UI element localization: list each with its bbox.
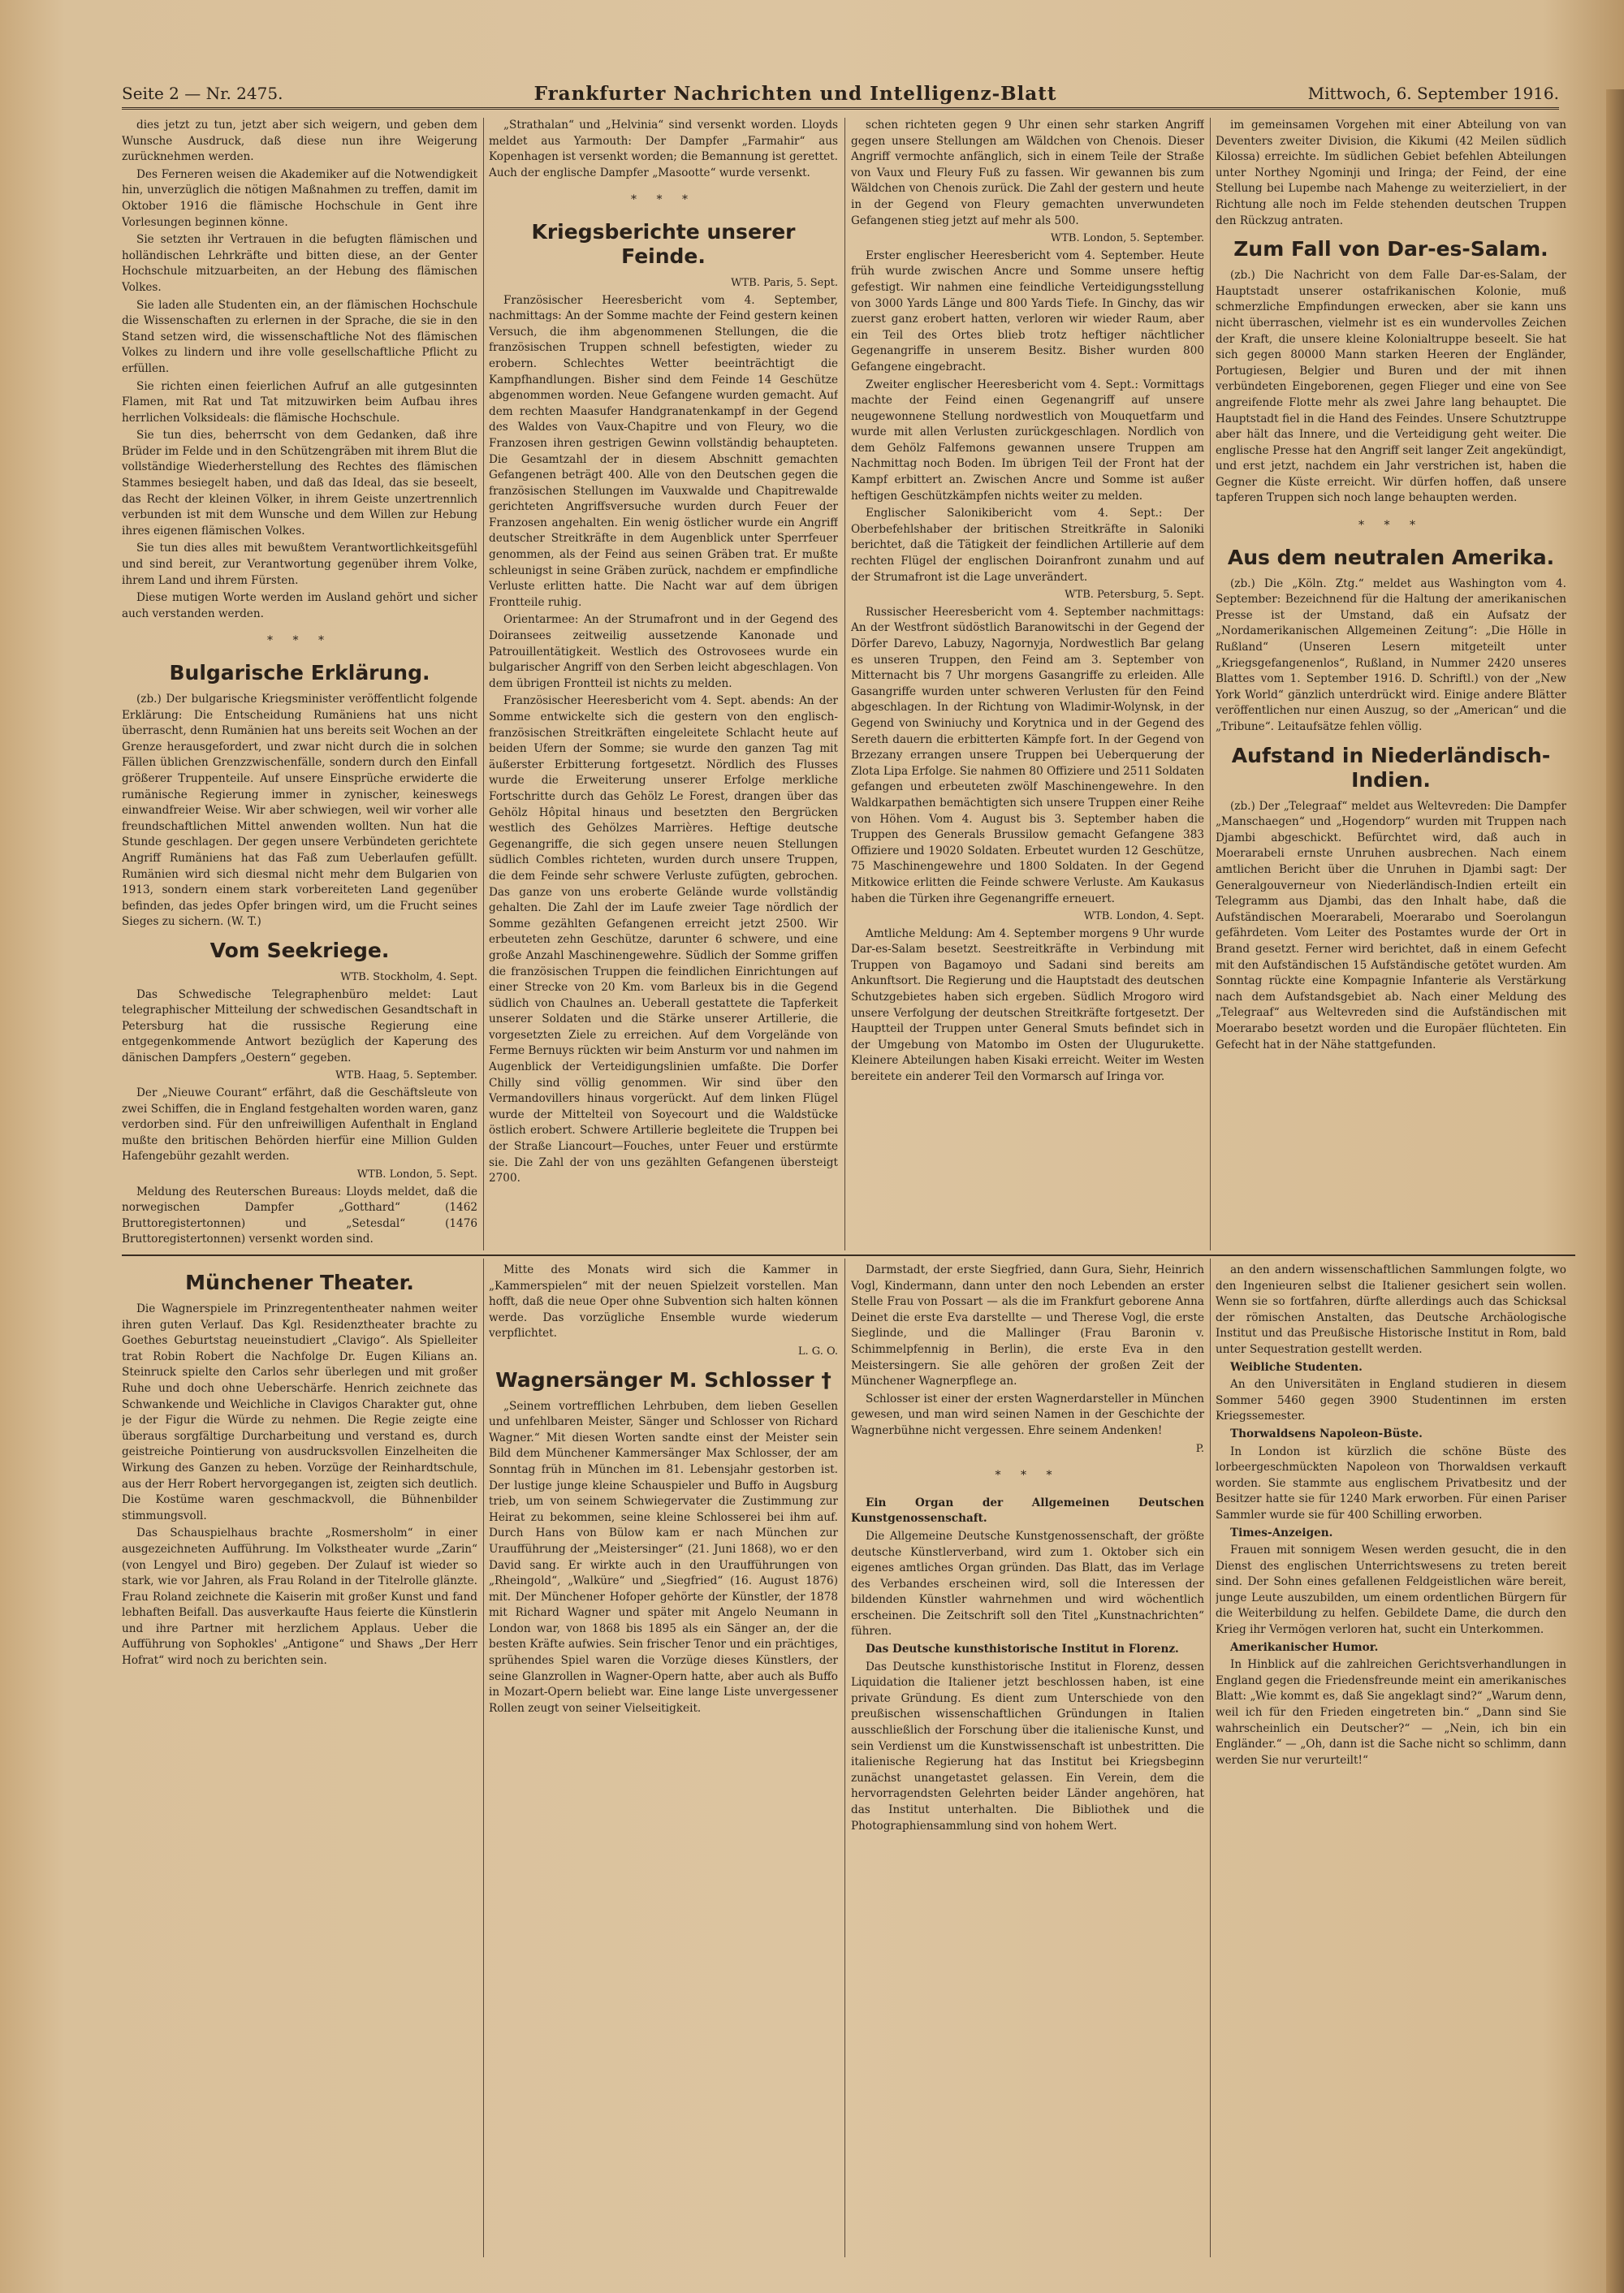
column-rule bbox=[483, 118, 484, 1250]
article-paragraph: Sie tun dies alles mit bewußtem Verantwortlichkeitsgefühl und sind bereit, zur Verantwortung gegenüber ihrem Volke, ihrem Land und ihrem Fürsten. bbox=[122, 542, 477, 587]
column-4 bbox=[1216, 118, 1566, 1250]
column-rule bbox=[844, 118, 845, 1250]
article-paragraph: (zb.) Die „Köln. Ztg.“ meldet aus Washington vom 4. September: Bezeichnend für die Haltung der amerikanischen Presse ist der Umstand, daß ein Aufsatz der „Nordamerikanischen Allgemeinen Zeitung“: „Die Hölle in Rußland“ (Unseren Lesern mitgeteilt unter „Kriegsgefangenenlos“, Rußland, in Nummer 2420 unseres Blattes vom 1. September 1916. D. Schriftl.) von der „New York World“ gänzlich unterdrückt wird. Einige andere Blätter veröffentlichen nur einen Auszug, so der „American“ und die „Tribune“. Leitaufsätze fehlen völlig. bbox=[1216, 576, 1566, 733]
note-headline: Ein Organ der Allgemeinen Deutschen Kunstgenossenschaft. bbox=[851, 1496, 1204, 1526]
signature: L. G. O. bbox=[797, 1345, 838, 1358]
note-headline: Times-Anzeigen. bbox=[1230, 1526, 1333, 1539]
article-paragraph: Sie richten einen feierlichen Aufruf an alle gutgesinnten Flamen, mit Rat und Tat mitzuwirken beim Aufbau ihres herrlichen Volksideals: die flämische Hochschule. bbox=[122, 379, 477, 425]
note-headline: Amerikanischer Humor. bbox=[1230, 1640, 1379, 1654]
note-headline: Weibliche Studenten. bbox=[1230, 1360, 1363, 1374]
article-paragraph: (zb.) Die Nachricht von dem Falle Dar-es-Salam, der Hauptstadt unserer ostafrikanischen Kolonie, muß schmerzliche Empfindungen erwecken, aber sie kann uns nicht überraschen, vielmehr ist es ein wundervolles Zeichen der Kraft, die unsere kleine Kolonialtruppe beseelt. Sie hat sich gegen 80000 Mann starken Heeren der Engländer, Portugiesen, Belgier und Buren und der mit ihnen verbündeten Eingeborenen, gegen Flieger und eine von See angreifende Flotte mehr als zwei Jahre lang behauptet. Die Hauptstadt fiel in die Hand des Feindes. Unsere Schutztruppe aber hält das Innere, und die Verteidigung geht weiter. Die englische Presse hat den Angriff seit langer Zeit angekündigt, und erst jetzt, nachdem ein Jahr verstrichen ist, haben die Gegner die Küste erreicht. Wir dürfen hoffen, daß unsere tapferen Truppen sich noch lange behaupten werden. bbox=[1216, 269, 1566, 505]
article-paragraph: Das Deutsche kunsthistorische Institut in Florenz, dessen Liquidation die Italiener jetzt beschlossen haben, ist eine private Gründung. Es dient zum Unterschiede von den preußischen wissenschaftlichen Gründungen in Italien ausschließlich der Forschung über die italienische Kunst, und sein Verdienst um die Kunstwissenschaft ist unbestritten. Die italienische Regierung hat das Institut bei Kriegsbeginn zunächst unangetastet gelassen. Ein Verein, dem die hervorragendsten Gelehrten beider Länder angehören, hat das Institut unterhalten. Die Bibliothek und die Photographiensammlung sind von hohem Wert. bbox=[851, 1660, 1204, 1833]
section-separator: * * * bbox=[995, 1469, 1060, 1483]
article-paragraph: an den andern wissenschaftlichen Sammlungen folgte, wo den Ingenieuren selbst die Italiener gesichert sein wollen. Wenn sie so fortfahren, dürfte allerdings auch das Schicksal der römischen Anstalten, das Deutsche Archäologische Institut und das Preußische Historische Institut in Rom, bald unter Sequestration gestellt werden. bbox=[1216, 1263, 1566, 1356]
article-paragraph: In Hinblick auf die zahlreichen Gerichtsverhandlungen in England gegen die Friedensfreunde meint ein amerikanisches Blatt: „Wie kommt es, daß Sie angeklagt sind?“ „Warum denn, weil ich für den Frieden eingetreten bin.“ „Dann sind Sie wahrscheinlich ein Deutscher?“ — „Nein, ich bin ein Engländer.“ — „Oh, dann ist die Sache nicht so schlimm, dann werden Sie nur verurteilt!“ bbox=[1216, 1658, 1566, 1767]
article-paragraph: Die Allgemeine Deutsche Kunstgenossenschaft, der größte deutsche Künstlerverband, wird zum 1. Oktober sich ein eigenes amtliches Organ gründen. Das Blatt, das im Verlage des Verbandes erscheinen wird, soll die Interessen der bildenden Künstler wahrnehmen und wird wöchentlich erscheinen. Die Zeitschrift soll den Titel „Kunstnachrichten“ führen. bbox=[851, 1529, 1204, 1639]
page-number: Seite 2 — Nr. 2475. bbox=[122, 84, 283, 103]
article-paragraph: Orientarmee: An der Strumafront und in der Gegend des Doiransees zeitweilig aussetzende Kanonade und Patrouillentätigkeit. Westlich des Ostrovosees wurde ein bulgarischer Angriff von den Serben leicht abgeschlagen. Von dem übrigen Frontteil ist nichts zu melden. bbox=[489, 613, 838, 690]
headline-aufstand-indien: Aufstand in Niederländisch-Indien. bbox=[1231, 743, 1551, 792]
dateline: WTB. Paris, 5. Sept. bbox=[731, 276, 838, 289]
article-paragraph: „Strathalan“ und „Helvinia“ sind versenkt worden. Lloyds meldet aus Yarmouth: Der Dampfer „Farmahir“ aus Kopenhagen ist versenkt worden; die Bemannung ist gerettet. Auch der englische Dampfer „Masootte“ wurde versenkt. bbox=[489, 119, 838, 179]
article-paragraph: „Seinem vortrefflichen Lehrbuben, dem lieben Gesellen und unfehlbaren Meister, Sänger und Schlosser von Richard Wagner.“ Mit diesen Worten sandte einst der Meister sein Bild dem Münchener Kammersänger Max Schlosser, der am Sonntag früh in München im 81. Lebensjahr gestorben ist. Der lustige junge kleine Schauspieler und Buffo in Augsburg trieb, um von seinem Schwiegervater die Zustimmung zur Heirat zu bekommen, seine kleine Schlosserei bei ihm auf. Durch Hans von Bülow kam er nach München zur Uraufführung der „Meistersinger“ (21. Juni 1868), wo er den David sang. Er wirkte auch in den Uraufführungen von „Rheingold“, „Walküre“ und „Siegfried“ (16. August 1876) mit. Der Münchener Hofoper gehörte der Künstler, der 1878 mit Richard Wagner und später mit Angelo Neumann in London war, von 1868 bis 1895 als ein Sänger an, der die besten Kräfte aufwies. Sein frischer Tenor und ein prächtiges, sprühendes Spiel waren die Vorzüge dieses Künstlers, der seine Glanzrollen in Wagner-Opern hatte, aber auch als Buffo in Mozart-Opern beliebt war. Eine lange Liste unvergessener Rollen zeugt von seiner Vielseitigkeit. bbox=[489, 1399, 838, 1715]
note-headline: Das Deutsche kunsthistorische Institut in Florenz. bbox=[866, 1643, 1179, 1656]
article-paragraph: dies jetzt zu tun, jetzt aber sich weigern, und geben dem Wunsche Ausdruck, daß diese nun ihre Weigerung zurücknehmen werden. bbox=[122, 119, 477, 164]
article-paragraph: Sie laden alle Studenten ein, an der flämischen Hochschule die Wissenschaften zu erlernen in der Sprache, die sie in den Stand setzen wird, die wissenschaftliche Not des flämischen Volkes zu lindern und ihre volle gesellschaftliche Pflicht zu erfüllen. bbox=[122, 298, 477, 375]
article-paragraph: Französischer Heeresbericht vom 4. Sept. abends: An der Somme entwickelte sich die gestern von den englisch-französischen Streitkräften eingeleitete Schlacht heute auf beiden Ufern der Somme; sie wurde den ganzen Tag mit äußerster Erbitterung fortgesetzt. Nördlich des Flusses wurde die Erweiterung unserer Erfolge merkliche Fortschritte durch das Gehölz Le Forest, drangen über das Gehölz Hôpital hinaus und besetzten den Bergrücken westlich des Gehölzes Marrières. Heftige deutsche Gegenangriffe, die sich gegen unsere neuen Stellungen südlich Combles richteten, wurden durch unsere Truppen, die dem Feinde sehr schwere Verluste zufügten, gebrochen. Das ganze von uns eroberte Gelände wurde vollständig gehalten. Die Zahl der im Laufe zweier Tage nördlich der Somme gezählten Gefangenen erreicht jetzt 2500. Wir erbeuteten zehn Geschütze, darunter 6 schwere, und eine große Anzahl Maschinengewehre. Südlich der Somme griffen die französischen Truppen die feindlichen Einrichtungen auf einer Strecke von 20 Km. vom Barleux bis in die Gegend südlich von Chaulnes an. Ueberall gestattete die Tapferkeit unserer Soldaten und die Stärke unserer Artillerie, die vorgesetzten Ziele zu erreichen. Auf dem Vorgelände von Ferme Bernuys rückten wir beim Ansturm vor und nahmen im Augenblick der Verteidigungslinien umfaßte. Die Dorfer Chilly sind völlig genommen. Wir sind über den Vermandovillers hinaus vorgerückt. Auf dem linken Flügel wurde der Mittelteil von Soyecourt und die Waldstücke östlich erobert. Schwere Artillerie begleitete die Truppen bei der Straße Liancourt—Fouches, unter Feuer und erstürmte sie. Die Zahl der von uns gezählten Gefangenen übersteigt 2700. bbox=[489, 694, 838, 1185]
column-rule bbox=[1210, 1259, 1211, 2257]
headline-dar-es-salam: Zum Fall von Dar-es-Salam. bbox=[1233, 237, 1548, 261]
article-paragraph: Russischer Heeresbericht vom 4. September nachmittags: An der Westfront südöstlich Baranowitschi in der Gegend der Dörfer Darevo, Labuzy, Nagornyja, Nordwestlich Bar gelang es unseren Truppen, den Feind am 3. September von Mitternacht bis 7 Uhr morgens Gasangriffe zu erleiden. Alle Gasangriffe wurden unter schweren Verlusten für den Feind abgeschlagen. In der Richtung von Wladimir-Wolynsk, in der Gegend von Swiniuchy und Korytnica und in der Gegend des Sereth dauern die erbitterten Kämpfe fort. In der Gegend von Brzezany errangen unsere Truppen bei Ueberquerung der Zlota Lipa Erfolge. Sie nahmen 80 Offiziere und 2511 Soldaten gefangen und erbeuteten zwölf Maschinengewehre. In den Waldkarpathen bemächtigten sich unsere Truppen einer Reihe von Höhen. Vom 4. August bis 3. September haben die Truppen des Generals Brussilow gemacht Gefangene 383 Offiziere und 19020 Soldaten. Erbeutet wurden 12 Geschütze, 75 Maschinengewehre und 1800 Soldaten. In der Gegend Mitkowice erlitten die Feinde schwere Verluste. Am Kaukasus haben die Türken ihre Gegenangriffe erneuert. bbox=[851, 605, 1204, 905]
column-2 bbox=[489, 118, 838, 1250]
article-paragraph: Meldung des Reuterschen Bureaus: Lloyds meldet, daß die norwegischen Dampfer „Gotthard“ (1462 Bruttoregistertonnen) und „Setesdal“ (1476 Bruttoregistertonnen) versenkt worden sind. bbox=[122, 1185, 477, 1246]
article-paragraph: Zweiter englischer Heeresbericht vom 4. Sept.: Vormittags machte der Feind einen Gegenangriff auf unsere neugewonnene Stellung nordwestlich von Mouquetfarm und wurde mit allen Verlusten zurückgeschlagen. Nordlich von dem Gehölz Falfemons gewannen unsere Truppen am Nachmittag noch Boden. Im übrigen Teil der Front hat der Kampf erbittert an. Zwischen Ancre und Somme ist außer heftigen Geschützkämpfen nichts weiter zu melden. bbox=[851, 378, 1204, 503]
article-paragraph: Amtliche Meldung: Am 4. September morgens 9 Uhr wurde Dar-es-Salam besetzt. Seestreitkräfte in Verbindung mit Truppen von Bagamoyo und Sadani sind bereits am Ankunftsort. Die Regierung und die Hauptstadt des deutschen Schutzgebietes haben sich ergeben. Südlich Mrogoro wird unsere Verfolgung der deutschen Streitkräfte fortgesetzt. Der Hauptteil der Truppen unter General Smuts befindet sich in der Umgebung von Matombo im Osten der Ulugurukette. Kleinere Abteilungen haben Kisaki erreicht. Weiter im Westen bereitete ein anderer Teil den Vormarsch auf Iringa vor. bbox=[851, 926, 1204, 1084]
headline-kriegsberichte: Kriegsberichte unserer Feinde. bbox=[531, 219, 796, 268]
headline-vom-seekriege: Vom Seekriege. bbox=[209, 938, 390, 962]
dateline: WTB. Stockholm, 4. Sept. bbox=[340, 970, 477, 983]
article-paragraph: (zb.) Der „Telegraaf“ meldet aus Weltevreden: Die Dampfer „Manschaegen“ und „Hogendorp“ wurden mit Truppen nach Djambi abgeschickt. Befürchtet wird, daß auch in Moerarabeli ernste Unruhen ausbrechen. Nach einem amtlichen Bericht über die Unruhen in Djambi sagt: Der Generalgouverneur von Niederländisch-Indien erteilt ein Telegramm aus Djambi, das den Inhalt habe, daß die Aufständischen Moerarabeli, Moerarabo und Soerolangun gefährdeten. Vom Leiter des Postamtes wurde der Ort in Brand gesetzt. Ferner wird berichtet, daß in einem Gefecht mit den Aufständischen 15 Aufständische getötet wurden. Am Sonntag rückte eine Kompagnie Infanterie als Verstärkung nach dem Aufstandsgebiet ab. Nach einer Meldung des „Telegraaf“ aus Weltevreden sind die Aufständischen mit Moerarabo besetzt worden und die Europäer flüchteten. Ein Gefecht hat in der Nähe stattgefunden. bbox=[1216, 799, 1566, 1051]
column-1 bbox=[122, 118, 477, 1250]
note-headline: Thorwaldsens Napoleon-Büste. bbox=[1230, 1427, 1423, 1440]
article-paragraph: Das Schwedische Telegraphenbüro meldet: Laut telegraphischer Mitteilung der schwedischen Gesandtschaft in Petersburg hat die russische Regierung eine entgegenkommende Antwort bezüglich der Kaperung des dänischen Dampfers „Oestern“ gegeben. bbox=[122, 987, 477, 1064]
dateline: WTB. Haag, 5. September. bbox=[335, 1069, 477, 1082]
issue-date: Mittwoch, 6. September 1916. bbox=[1307, 84, 1559, 103]
section-separator: * * * bbox=[1358, 519, 1423, 533]
article-paragraph: Frauen mit sonnigem Wesen werden gesucht, die in den Dienst des englischen Unterrichtswesens zu treten bereit sind. Der Sohn eines gefallenen Feldgeistlichen wäre bereit, junge Leute auszubilden, um einem ordentlichen Bürgern für die Weiterbildung zu helfen. Gebildete Dame, die durch den Krieg ihr Vermögen verloren hat, sucht ein Unterkommen. bbox=[1216, 1544, 1566, 1637]
headline-wagnersaenger-schlosser: Wagnersänger M. Schlosser † bbox=[495, 1367, 831, 1392]
article-paragraph: Das Schauspielhaus brachte „Rosmersholm“ in einer ausgezeichneten Aufführung. Im Volkstheater wurde „Zarin“ (von Lengyel und Biro) gegeben. Der Zulauf ist wieder so stark, wie vor Jahren, als Frau Roland in der Titelrolle glänzte. Frau Roland zeichnete die Kaiserin mit großer Kunst und fand lebhaften Beifall. Das ausverkaufte Haus feierte die Künstlerin und ihre Partner mit herzlichem Applaus. Ueber die Aufführung von Sophokles' „Antigone“ und Shaws „Der Herr Hofrat“ wird noch zu berichten sein. bbox=[122, 1527, 477, 1668]
section-separator: * * * bbox=[631, 193, 696, 207]
dateline: WTB. London, 5. Sept. bbox=[356, 1168, 477, 1181]
article-paragraph: (zb.) Der bulgarische Kriegsminister veröffentlicht folgende Erklärung: Die Entscheidung Rumäniens hat uns nicht überrascht, denn Rumänien hat uns bereits seit Wochen an der Grenze herausgefordert, und zwar nicht durch die in solchen Fällen üblichen Grenzzwischenfälle, sondern durch den Einfall größerer Truppenteile. Auf unsere Einsprüche erwiderte die rumänische Regierung immer in zynischer, keineswegs einwandfreier Weise. Wir aber schwiegen, weil wir vorher alle freundschaftlichen Mittel anwenden wollten. Nun hat die Stunde geschlagen. Der gegen unsere Verbündeten gerichtete Angriff Rumäniens hat das Faß zum Ueberlaufen gefüllt. Rumänien wird sich diesmal nicht mehr dem Bulgarien von 1913, sondern einem stark vorbereiteten Land gegenüber befinden, das jedes Opfer bringen wird, um die Frucht seines Sieges zu sichern. (W. T.) bbox=[122, 693, 477, 929]
article-paragraph: Darmstadt, der erste Siegfried, dann Gura, Siehr, Heinrich Vogl, Kindermann, dann unter den noch Lebenden an erster Stelle Frau von Possart — als die im Frankfurt geborene Anna Deinet die erste Eva darstellte — und Therese Vogl, die erste Sieglinde, und die Mallinger (Frau Baronin v. Schimmelpfennig in Berlin), die erste Eva in den Meistersingern. Sie alle gehören der großen Zeit der Münchener Wagnerpflege an. bbox=[851, 1263, 1204, 1388]
dateline: WTB. London, 4. Sept. bbox=[1083, 910, 1204, 923]
article-paragraph: Französischer Heeresbericht vom 4. September, nachmittags: An der Somme machte der Feind gestern keinen Versuch, die ihm abgenommenen Stellungen, die die französischen Truppen schnell befestigten, wieder zu erobern. Schlechtes Wetter beeinträchtigt die Kampfhandlungen. Bisher sind dem Feinde 14 Geschütze abgenommen worden. Neue Gefangene wurden gemacht. Auf dem rechten Maasufer Handgranatenkampf in der Gegend des Waldes von Vaux-Chapitre und von Fleury, wo die Franzosen ihren gestrigen Gewinn vollständig behaupteten. Die Gesamtzahl der in diesem Abschnitt gemachten Gefangenen beträgt 400. Alle von den Deutschen gegen die französischen Stellungen im Vauxwalde und Chapitrewalde gerichteten Angriffsversuche wurden durch Feuer der Franzosen angehalten. Ein wenig östlicher wurde ein Angriff deutscher Streitkräfte in dem Augenblick unter Sperrfeuer genommen, als der Feind aus seinen Gräben trat. Er mußte schleunigst in seine Gräben zurück, nachdem er empfindliche Verluste erlitten hatte. Die Nacht war auf dem übrigen Frontteile ruhig. bbox=[489, 293, 838, 609]
masthead: Frankfurter Nachrichten und Intelligenz-Blatt bbox=[533, 82, 1057, 105]
dateline: WTB. London, 5. September. bbox=[1050, 232, 1204, 245]
feuilleton-column-3 bbox=[851, 1263, 1204, 2257]
feuilleton-column-1 bbox=[122, 1263, 477, 2257]
feuilleton-column-2 bbox=[489, 1263, 838, 2257]
article-paragraph: Mitte des Monats wird sich die Kammer in „Kammerspielen“ mit der neuen Spielzeit vorstellen. Man hofft, daß die neue Oper ohne Subvention sich halten können werde. Das vorzügliche Ensemble wurde wiederum verpflichtet. bbox=[489, 1263, 838, 1341]
article-paragraph: In London ist kürzlich die schöne Büste des lorbeergeschmückten Napoleon von Thorwaldsen verkauft worden. Sie stammte aus englischem Privatbesitz und der Besitzer hatte sie für 1240 Mark erworben. Für einen Pariser Sammler wurde sie für 400 Schilling erworben. bbox=[1216, 1444, 1566, 1522]
signature: P. bbox=[1195, 1442, 1204, 1455]
article-paragraph: Englischer Salonikibericht vom 4. Sept.: Der Oberbefehlshaber der britischen Streitkräfte in Saloniki berichtet, daß die Tätigkeit der feindlichen Artillerie auf dem rechten Flügel der englischen Doiranfront zunahm und auf der Strumafront ist die Lage unverändert. bbox=[851, 507, 1204, 584]
article-paragraph: im gemeinsamen Vorgehen mit einer Abteilung von van Deventers zweiter Division, die Kikumi (42 Meilen südlich Kilossa) erreichte. Im südlichen Gebiet befehlen Abteilungen unter Northey Ngominji und Iringa; der Feind, der eine Stellung bei Lupembe nach Mahenge zu weiterzieliert, in der Richtung alle noch im Felde stehenden deutschen Truppen den Rückzug antraten. bbox=[1216, 119, 1566, 227]
headline-muenchener-theater: Münchener Theater. bbox=[185, 1271, 414, 1294]
article-paragraph: Schlosser ist einer der ersten Wagnerdarsteller in München gewesen, und man wird seinen Namen in der Geschichte der Wagnerbühne nicht vergessen. Ehre seinem Andenken! bbox=[851, 1392, 1204, 1437]
column-rule bbox=[483, 1259, 484, 2257]
article-paragraph: Sie setzten ihr Vertrauen in die befugten flämischen und holländischen Lehrkräfte und bitten diese, an der Genter Hochschule mitzuarbeiten, an der Hebung des flämischen Volkes. bbox=[122, 233, 477, 294]
column-3 bbox=[851, 118, 1204, 1250]
feuilleton-column-4 bbox=[1216, 1263, 1566, 2257]
article-paragraph: Erster englischer Heeresbericht vom 4. September. Heute früh wurde zwischen Ancre und Somme unsere heftig gefestigt. Wir nahmen eine feindliche Verteidigungsstellung von 3000 Yards Länge und 800 Yards Tiefe. In Ginchy, das wir zuerst ganz erobert hatten, verloren wir wieder Raum, aber ein Teil des Ortes blieb trotz heftiger nächtlicher Gegenangriffe in unserem Besitz. Bisher wurden 800 Gefangene eingebracht. bbox=[851, 248, 1204, 374]
dateline: WTB. Petersburg, 5. Sept. bbox=[1065, 589, 1204, 602]
article-paragraph: schen richteten gegen 9 Uhr einen sehr starken Angriff gegen unsere Stellungen am Wäldchen von Chenois. Dieser Angriff vermochte anfänglich, sich in einem Teile der Straße von Vaux und Fleury Fuß zu fassen. Wir gewannen bis zum Wäldchen von Chenois zurück. Die Zahl der gestern und heute in der Gegend von Fleury gemachten unverwundeten Gefangenen stieg jetzt auf mehr als 500. bbox=[851, 119, 1204, 227]
column-rule bbox=[844, 1259, 845, 2257]
headline-neutrales-amerika: Aus dem neutralen Amerika. bbox=[1227, 545, 1555, 569]
article-paragraph: Diese mutigen Worte werden im Ausland gehört und sicher auch verstanden werden. bbox=[122, 591, 477, 620]
section-separator: * * * bbox=[267, 634, 332, 648]
headline-bulgarische-erklaerung: Bulgarische Erklärung. bbox=[169, 661, 430, 684]
page-edge bbox=[1606, 89, 1624, 2293]
article-paragraph: Die Wagnerspiele im Prinzregententheater nahmen weiter ihren guten Verlauf. Das Kgl. Residenztheater brachte zu Goethes Geburtstag neueinstudiert „Clavigo“. Als Spielleiter trat Robin Robert die Nachfolge Dr. Eugen Kilians an. Steinruck spielte den Carlos sehr überlegen und mit großer Ruhe und doch ohne Ueberschärfe. Henrich zeichnete das Schwankende und Weichliche in Clavigos Charakter gut, ohne je der Figur die Würde zu nehmen. Die Regie zeigte eine überaus sorgfältige Durcharbeitung und verstand es, durch geistreiche Pointierung von ausdrucksvollen Einzelheiten die Wirkung des Ganzen zu heben. Vorzüge der Reinhardtschule, aus der Herr Robert hervorgegangen ist, zeigten sich deutlich. Die Kostüme waren geschmackvoll, die Bühnenbilder stimmungsvoll. bbox=[122, 1302, 477, 1522]
article-paragraph: An den Universitäten in England studieren in diesem Sommer 5460 gegen 3900 Studentinnen im ersten Kriegssemester. bbox=[1216, 1378, 1566, 1423]
page-header bbox=[122, 80, 1559, 110]
article-paragraph: Sie tun dies, beherrscht von dem Gedanken, daß ihre Brüder im Felde und in den Schützengräben mit ihrem Blut die vollständige Wiederherstellung des Rechtes des flämischen Stammes besiegelt haben, und daß das Ideal, das sie beseelt, das Recht der kleinen Völker, in ihrem Geiste unzertrennlich verbunden ist mit dem Wunsche und dem Willen zur Hebung ihres eigenen flämischen Volkes. bbox=[122, 429, 477, 538]
feuilleton-rule bbox=[122, 1254, 1575, 1256]
article-paragraph: Des Ferneren weisen die Akademiker auf die Notwendigkeit hin, unverzüglich die nötigen Maßnahmen zu treffen, damit im Oktober 1916 die flämische Hochschule in Gent ihre Vorlesungen beginnen könne. bbox=[122, 167, 477, 229]
article-paragraph: Der „Nieuwe Courant“ erfährt, daß die Geschäftsleute von zwei Schiffen, die in England festgehalten worden waren, ganz verdorben sind. Für den unfreiwilligen Aufenthalt in England mußte den britischen Behörden hierfür eine Million Gulden Hafengebühr gezahlt werden. bbox=[122, 1086, 477, 1164]
column-rule bbox=[1210, 118, 1211, 1250]
